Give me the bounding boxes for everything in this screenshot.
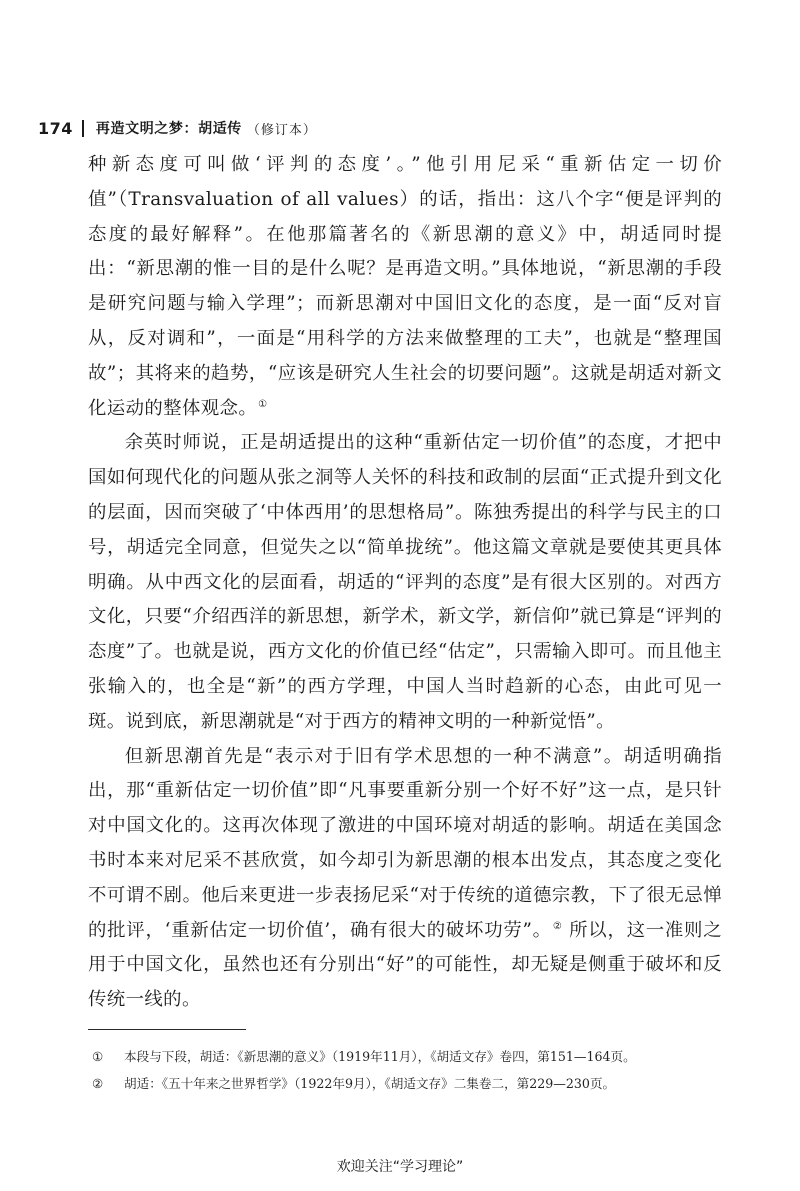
body-text <box>88 148 722 1018</box>
footnote-ref-1[interactable]: ① <box>258 398 268 410</box>
watermark-note: 欢迎关注“学习理论” <box>336 1159 464 1175</box>
footnote-1 <box>88 1046 728 1067</box>
paragraph-2 <box>88 426 722 739</box>
paragraph-1-text: 种新态度可叫做‘评判的态度’。”他引用尼采“重新估定一切价值”（Transvaluation of all values）的话，指出：这八个字“便是评判的态度的最好解释”。在他那篇著名的《新思潮的意义》中，胡适同时提出：“新思潮的惟一目的是什么呢？是再造文明。”具体地说，“新思潮的手段是研究问题与输入学理”；而新思潮对中国旧文化的态度，是一面“反对盲从，反对调和”，一面是“用科学的方法来做整理的工夫”，也就是“整理国故”；其将来的趋势，“应该是研究人生社会的切要问题”。这就是胡适对新文化运动的整体观念。 <box>88 154 722 419</box>
footnote-text: 本段与下段，胡适：《新思潮的意义》（1919年11月），《胡适文存》卷四，第151—164页。 <box>124 1049 636 1064</box>
book-title: 再造文明之梦：胡适传 <box>95 121 242 137</box>
running-head <box>38 114 317 142</box>
footnote-mark: ② <box>92 1076 104 1091</box>
footnotes <box>88 1046 728 1100</box>
footnote-2 <box>88 1073 728 1094</box>
page-number: 174 <box>38 118 73 138</box>
paragraph-3-text-b: 所以，这一准则之用于中国文化，虽然也还有分别出“好”的可能性，却无疑是侧重于破坏和反传统一线的。 <box>88 919 722 1011</box>
edition-label: （修订本） <box>246 122 317 138</box>
footnote-mark: ① <box>92 1049 104 1064</box>
footnote-ref-2[interactable]: ② <box>552 920 563 932</box>
paragraph-3 <box>88 740 722 1018</box>
running-head-divider <box>82 120 84 137</box>
paragraph-3-text-a: 但新思潮首先是“表示对于旧有学术思想的一种不满意”。胡适明确指出，那“重新估定一切价值”即“凡事要重新分别一个好不好”这一点，是只针对中国文化的。这再次体现了激进的中国环境对胡适的影响。胡适在美国念书时本来对尼采不甚欣赏，如今却引为新思潮的根本出发点，其态度之变化不可谓不剧。他后来更进一步表扬尼采“对于传统的道德宗教，下了很无忌惮的批评，‘重新估定一切价值’，确有很大的破坏功劳”。 <box>88 745 722 941</box>
paragraph-continued <box>88 148 722 426</box>
footnote-text: 胡适：《五十年来之世界哲学》（1922年9月），《胡适文存》二集卷二，第229—230页。 <box>124 1076 616 1091</box>
footnote-divider <box>88 1029 246 1030</box>
paragraph-2-text: 余英时师说，正是胡适提出的这种“重新估定一切价值”的态度，才把中国如何现代化的问题从张之洞等人关怀的科技和政制的层面“正式提升到文化的层面，因而突破了‘中体西用’的思想格局”。陈独秀提出的科学与民主的口号，胡适完全同意，但觉失之以“简单拢统”。他这篇文章就是要使其更具体明确。从中西文化的层面看，胡适的“评判的态度”是有很大区别的。对西方文化，只要“介绍西洋的新思想，新学术，新文学，新信仰”就已算是“评判的态度”了。也就是说，西方文化的价值已经“估定”，只需输入即可。而且他主张输入的，也全是“新”的西方学理，中国人当时趋新的心态，由此可见一斑。说到底，新思潮就是“对于西方的精神文明的一种新觉悟”。 <box>88 432 722 732</box>
